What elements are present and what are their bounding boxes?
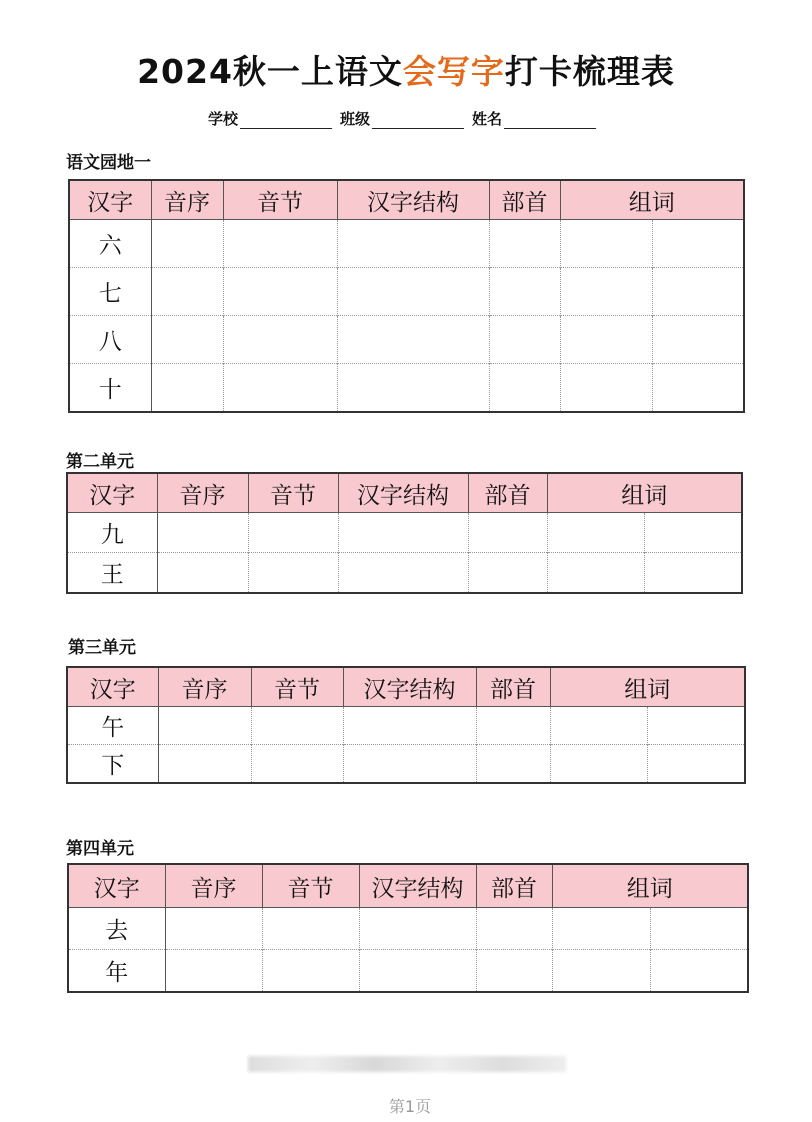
input-cell[interactable]: [652, 220, 744, 268]
section-table: [66, 472, 743, 594]
char-cell: 去: [68, 908, 165, 950]
header-radical: 部首: [476, 667, 550, 707]
input-cell[interactable]: [151, 316, 223, 364]
input-cell[interactable]: [359, 908, 476, 950]
char-cell: 六: [69, 220, 151, 268]
input-cell[interactable]: [157, 513, 248, 553]
table-row: [69, 364, 744, 412]
input-cell[interactable]: [248, 513, 338, 553]
input-cell[interactable]: [337, 316, 489, 364]
page-title: [0, 46, 812, 93]
input-cell[interactable]: [652, 268, 744, 316]
input-cell[interactable]: [560, 268, 652, 316]
input-cell[interactable]: [262, 908, 359, 950]
input-cell[interactable]: [223, 364, 337, 412]
input-cell[interactable]: [223, 220, 337, 268]
input-cell[interactable]: [158, 707, 251, 745]
header-words: 组词: [560, 180, 744, 220]
table-row: [69, 268, 744, 316]
header-char: 汉字: [69, 180, 151, 220]
input-cell[interactable]: [157, 553, 248, 593]
header-row: [67, 473, 742, 513]
input-cell[interactable]: [476, 745, 550, 783]
input-cell[interactable]: [338, 513, 468, 553]
input-cell[interactable]: [489, 268, 560, 316]
input-cell[interactable]: [550, 707, 647, 745]
input-cell[interactable]: [223, 268, 337, 316]
input-cell[interactable]: [560, 220, 652, 268]
section-label: 第四单元: [66, 839, 134, 859]
school-field[interactable]: [208, 108, 332, 129]
header-structure: 汉字结构: [359, 864, 476, 908]
header-char: 汉字: [67, 667, 158, 707]
input-cell[interactable]: [560, 316, 652, 364]
input-cell[interactable]: [468, 513, 547, 553]
title-highlight: 会写字: [402, 52, 505, 91]
header-radical: 部首: [476, 864, 552, 908]
name-field[interactable]: [472, 108, 596, 129]
table-row: [67, 745, 745, 783]
section-label: 语文园地一: [66, 153, 151, 173]
header-char: 汉字: [67, 473, 157, 513]
class-field[interactable]: [340, 108, 464, 129]
header-row: [68, 864, 748, 908]
char-cell: 十: [69, 364, 151, 412]
header-syllable: 音节: [223, 180, 337, 220]
input-cell[interactable]: [165, 950, 262, 992]
class-label: 班级: [340, 110, 371, 128]
section-table: [67, 863, 749, 993]
table-row: [67, 513, 742, 553]
header-structure: 汉字结构: [338, 473, 468, 513]
header-structure: 汉字结构: [343, 667, 476, 707]
input-cell[interactable]: [650, 950, 748, 992]
char-cell: 年: [68, 950, 165, 992]
header-row: [69, 180, 744, 220]
table-row: [69, 220, 744, 268]
input-cell[interactable]: [468, 553, 547, 593]
footer-watermark: [248, 1056, 566, 1072]
class-blank[interactable]: [372, 112, 464, 129]
header-syllable: 音节: [262, 864, 359, 908]
title-part2: 打卡梳理表: [504, 52, 675, 91]
header-syllable: 音节: [251, 667, 343, 707]
header-order: 音序: [151, 180, 223, 220]
table-row: [68, 908, 748, 950]
char-cell: 九: [67, 513, 157, 553]
input-cell[interactable]: [248, 553, 338, 593]
table-row: [67, 553, 742, 593]
input-cell[interactable]: [547, 513, 644, 553]
header-order: 音序: [157, 473, 248, 513]
input-cell[interactable]: [151, 268, 223, 316]
input-cell[interactable]: [489, 220, 560, 268]
input-cell[interactable]: [337, 364, 489, 412]
input-cell[interactable]: [359, 950, 476, 992]
header-order: 音序: [165, 864, 262, 908]
char-cell: 王: [67, 553, 157, 593]
input-cell[interactable]: [151, 220, 223, 268]
input-cell[interactable]: [489, 364, 560, 412]
input-cell[interactable]: [552, 908, 650, 950]
name-blank[interactable]: [504, 112, 596, 129]
input-cell[interactable]: [338, 553, 468, 593]
input-cell[interactable]: [151, 364, 223, 412]
table-row: [68, 950, 748, 992]
title-part1: 2024秋一上语文: [137, 52, 403, 91]
input-cell[interactable]: [158, 745, 251, 783]
input-cell[interactable]: [343, 745, 476, 783]
school-blank[interactable]: [240, 112, 332, 129]
input-cell[interactable]: [552, 950, 650, 992]
student-info: [208, 108, 604, 129]
table-row: [69, 316, 744, 364]
page-number: 第1页: [388, 1097, 432, 1116]
input-cell[interactable]: [262, 950, 359, 992]
header-radical: 部首: [489, 180, 560, 220]
input-cell[interactable]: [337, 220, 489, 268]
header-words: 组词: [552, 864, 748, 908]
char-cell: 八: [69, 316, 151, 364]
input-cell[interactable]: [343, 707, 476, 745]
section-label: 第二单元: [66, 452, 134, 472]
header-structure: 汉字结构: [337, 180, 489, 220]
input-cell[interactable]: [223, 316, 337, 364]
input-cell[interactable]: [650, 908, 748, 950]
header-row: [67, 667, 745, 707]
header-order: 音序: [158, 667, 251, 707]
input-cell[interactable]: [337, 268, 489, 316]
name-label: 姓名: [472, 110, 503, 128]
section-table: [66, 666, 746, 784]
input-cell[interactable]: [644, 553, 742, 593]
char-cell: 下: [67, 745, 158, 783]
header-syllable: 音节: [248, 473, 338, 513]
input-cell[interactable]: [251, 707, 343, 745]
input-cell[interactable]: [476, 707, 550, 745]
input-cell[interactable]: [560, 364, 652, 412]
input-cell[interactable]: [647, 745, 745, 783]
input-cell[interactable]: [547, 553, 644, 593]
table-row: [67, 707, 745, 745]
input-cell[interactable]: [251, 745, 343, 783]
school-label: 学校: [208, 110, 239, 128]
input-cell[interactable]: [489, 316, 560, 364]
input-cell[interactable]: [652, 364, 744, 412]
header-radical: 部首: [468, 473, 547, 513]
section-table: [68, 179, 745, 413]
header-words: 组词: [547, 473, 742, 513]
header-words: 组词: [550, 667, 745, 707]
input-cell[interactable]: [644, 513, 742, 553]
input-cell[interactable]: [652, 316, 744, 364]
input-cell[interactable]: [647, 707, 745, 745]
char-cell: 七: [69, 268, 151, 316]
input-cell[interactable]: [476, 908, 552, 950]
char-cell: 午: [67, 707, 158, 745]
input-cell[interactable]: [476, 950, 552, 992]
input-cell[interactable]: [550, 745, 647, 783]
section-label: 第三单元: [68, 638, 136, 658]
input-cell[interactable]: [165, 908, 262, 950]
header-char: 汉字: [68, 864, 165, 908]
